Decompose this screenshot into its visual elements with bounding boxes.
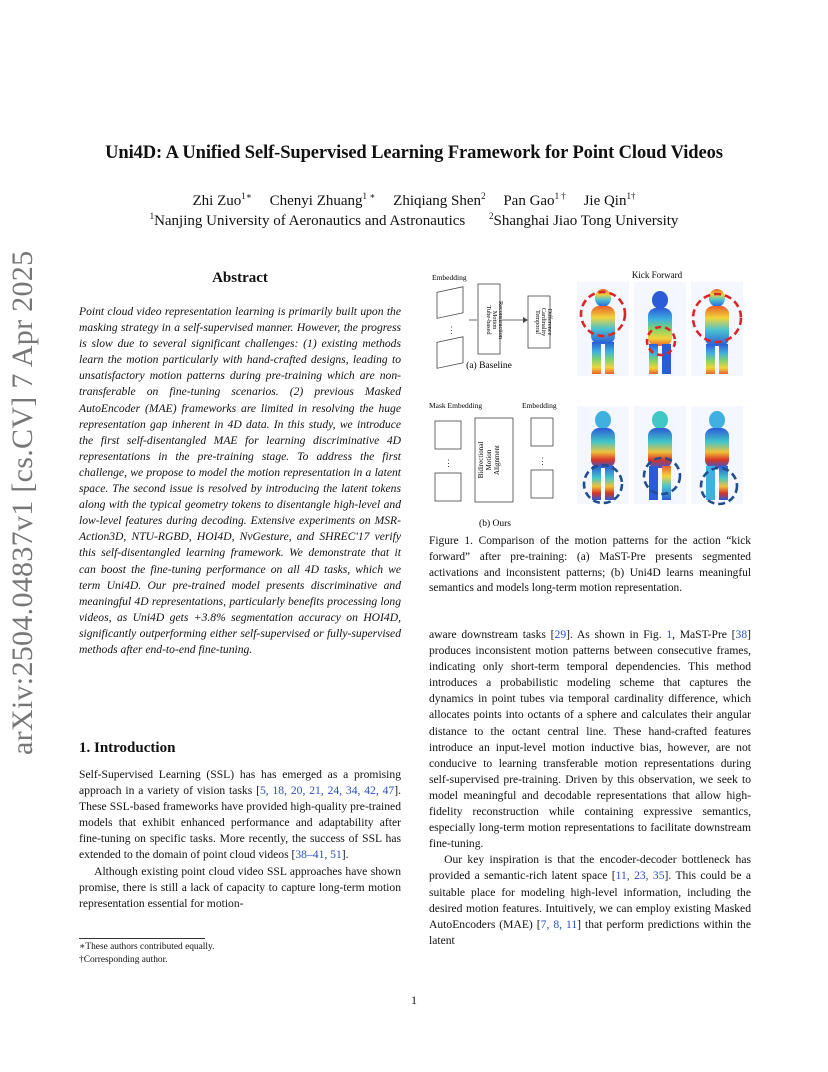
footnote-rule [79,938,205,939]
citation-link[interactable]: 11, 23, 35 [615,869,665,883]
embedding-label-right: Embedding [522,401,557,410]
right-column-text: aware downstream tasks [29]. As shown in Fig. 1, MaST-Pre [38] produces inconsistent motion patterns between consecutive frames, indicating only short-term temporal dependencies. This method introduces a probabilistic modeling scheme that captures the dynamics in point tubes via temporal cardinality difference, which allocates points into octants of a sphere and calculates their angular distance to the octant central line. These hand-crafted features introduce an input-level motion inductive bias, however, are not conducive to learning transferable motion representations during self-supervised pre-training. Driven by this observation, we seek to model meaningful and decodable representations that allow high-fidelity reconstruction while containing expressive semantics, especially long-term motion representations to facilitate downstream fine-tuning. Our key inspiration is that the encoder-decoder bottleneck has provided a semantic-rich latent space [11, 23, 35]. This could be a suitable place for modeling high-level information, including the desired motion features. Intuitively, we can employ existing Masked AutoEncoders (MAE) [7, 8, 11] that perform predictions within the latent [429,628,751,947]
author-list [0,193,828,210]
affiliations [0,213,828,230]
figure-1 [429,268,751,528]
svg-text:⋮: ⋮ [444,458,453,468]
svg-text:Difference: Difference [546,308,553,336]
svg-text:Bidirectional: Bidirectional [477,441,485,479]
footnote: †Corresponding author. [79,955,168,965]
svg-text:Motion: Motion [491,310,498,330]
figure-link[interactable]: 1 [666,628,673,641]
footnote: ∗These authors contributed equally. [79,942,215,952]
abstract-heading: Abstract [212,270,268,286]
author: Zhiqiang Shen$^2$ [393,191,486,209]
affiliation: $^2$Shanghai Jiao Tong University [489,211,679,229]
citation-link[interactable]: 38–41, 51 [295,848,342,862]
affiliation: $^1$Nanjing University of Aeronautics and Astronautics [149,211,466,229]
figure-caption: Figure 1. Comparison of the motion patterns for the action “kick forward” after pre-training: (a) MaST-Pre presents segmented activations and inconsistent patterns; (b) Uni4D learns meaningful semantics and models long-term motion representation. [429,535,751,595]
mask-embedding-label: Mask Embedding [429,401,483,410]
author: Chenyi Zhuang$^{1 ∗}$ [269,191,376,209]
svg-text:Reconstruction: Reconstruction [497,300,504,340]
arxiv-identifier[interactable]: arXiv:2504.04837v1 [cs.CV] 7 Apr 2025 [6,250,39,755]
baseline-frames [437,287,463,369]
svg-text:⋮: ⋮ [538,456,547,466]
figure-label-a: (a) Baseline [466,361,512,371]
abstract-text: Point cloud video representation learning is primarily built upon the masking strategy in a self-supervised manner. However, the progress is slow due to several significant challenges: (1) existing methods learn the motion particularly with hand-crafted designs, leading to unsatisfactory motion patterns during pre-training which are non-transferable on fine-tuning scenarios. (2) previous Masked AutoEncoder (MAE) frameworks are limited in resolving the huge representation gap inherent in 4D data. In this study, we introduce the first self-disentangled MAE for learning discriminative 4D representations in the pre-training stage. To address the first challenge, we propose to model the motion representation in a latent space. The second issue is resolved by introducing the latent tokens along with the typical geometry tokens to disentangle high-level and low-level features during decoding. Extensive experiments on MSR-Action3D, NTU-RGBD, HOI4D, NvGesture, and SHREC'17 verify this self-disentangled learning framework. We demonstrate that it can boost the fine-tuning performance on all 4D tasks, which we term Uni4D. Our pre-trained model presents discriminative and meaningful 4D representations, particularly benefits processing long videos, as Uni4D gets +3.8% segmentation accuracy on HOI4D, significantly outperforming either self-supervised or fully-supervised methods after end-to-end fine-tuning. [79,305,401,656]
intro-text: Self-Supervised Learning (SSL) has has emerged as a promising approach in a variety of vision tasks [5, 18, 20, 21, 24, 34, 42, 47]. These SSL-based frameworks have provided high-quality pre-trained models that exhibit enhanced performance and adaptability after fine-tuning on specific tasks. More recently, the success of SSL has extended to the domain of point cloud videos [38–41, 51]. Although existing point cloud video SSL approaches have shown promise, there is still a lack of capacity to capture long-term motion representation essential for motion- [79,768,401,910]
citation-link[interactable]: 7, 8, 11 [540,917,578,931]
ours-point-clouds [577,406,743,504]
svg-text:⋮: ⋮ [447,325,456,335]
citation-link[interactable]: 5, 18, 20, 21, 24, 34, 42, 47 [259,784,395,798]
kick-forward-label: Kick Forward [631,270,683,280]
figure-1-graphic [429,268,751,528]
citation-link[interactable]: 29 [554,628,567,641]
figure-label-b: (b) Ours [479,519,511,528]
baseline-point-clouds [577,282,743,376]
author: Pan Gao$^{1 \dagger}$ [503,191,566,209]
page-number: 1 [411,993,417,1007]
svg-text:Cardinality: Cardinality [540,307,547,337]
citation-link[interactable]: 38 [735,628,748,641]
svg-text:Tube-based: Tube-based [485,305,492,335]
author: Jie Qin$^{1\dagger}$ [583,191,636,209]
embedding-label: Embedding [432,273,467,282]
paper-title: Uni4D: A Unified Self-Supervised Learning Framework for Point Cloud Videos [105,143,723,163]
svg-text:Alignment: Alignment [493,445,501,475]
svg-text:Temporal: Temporal [534,309,541,335]
author: Zhi Zuo$^{1∗}$ [192,191,252,209]
intro-heading: 1. Introduction [79,740,176,756]
svg-text:Motion: Motion [485,449,493,471]
